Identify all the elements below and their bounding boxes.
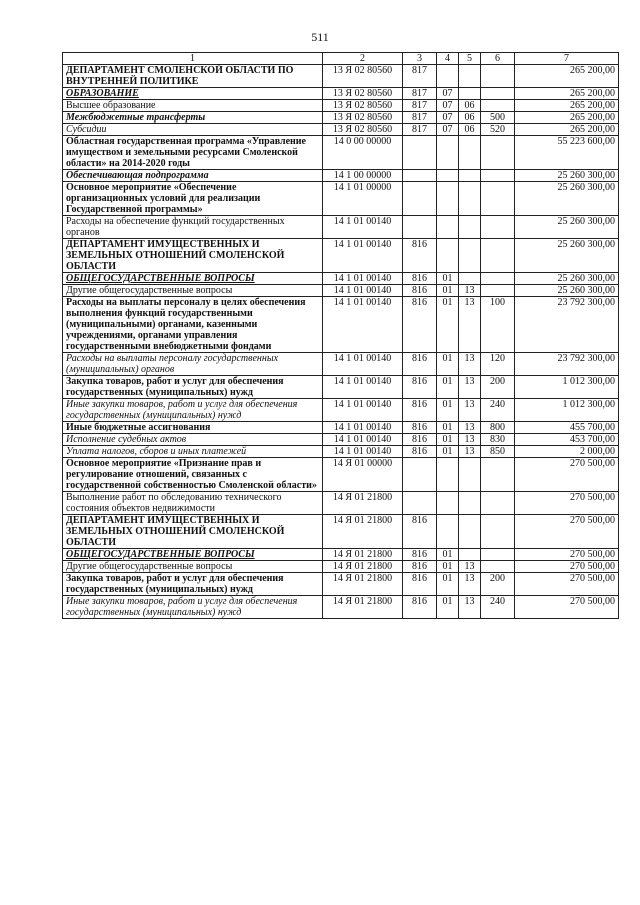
row-label: Основное мероприятие «Обеспечение организационных условий для реализации Государственной программы» — [63, 182, 323, 216]
expense-type-code — [481, 239, 515, 273]
expense-type-code: 200 — [481, 376, 515, 399]
expense-type-code — [481, 65, 515, 88]
amount: 270 500,00 — [515, 561, 619, 573]
target-article-code: 14 1 01 00140 — [323, 285, 403, 297]
target-article-code: 14 Я 01 00000 — [323, 458, 403, 492]
department-code: 816 — [403, 515, 437, 549]
department-code: 817 — [403, 112, 437, 124]
amount: 453 700,00 — [515, 434, 619, 446]
column-header: 6 — [481, 53, 515, 65]
section-code: 07 — [437, 100, 459, 112]
subsection-code — [459, 458, 481, 492]
target-article-code: 14 1 01 00000 — [323, 182, 403, 216]
table-row — [63, 549, 619, 561]
subsection-code: 13 — [459, 573, 481, 596]
section-code: 01 — [437, 376, 459, 399]
expense-type-code: 500 — [481, 112, 515, 124]
subsection-code: 13 — [459, 446, 481, 458]
table-row — [63, 112, 619, 124]
page-number: 511 — [311, 30, 329, 44]
subsection-code — [459, 492, 481, 515]
target-article-code: 14 1 01 00140 — [323, 434, 403, 446]
row-label: Основное мероприятие «Признание прав и регулирование отношений, связанных с государственной собственностью Смоленской области» — [63, 458, 323, 492]
row-label: Другие общегосударственные вопросы — [63, 285, 323, 297]
table-row — [63, 446, 619, 458]
subsection-code — [459, 170, 481, 182]
department-code: 817 — [403, 100, 437, 112]
department-code: 816 — [403, 376, 437, 399]
row-label: Другие общегосударственные вопросы — [63, 561, 323, 573]
subsection-code — [459, 549, 481, 561]
table-row — [63, 182, 619, 216]
department-code — [403, 492, 437, 515]
section-code: 01 — [437, 285, 459, 297]
section-code — [437, 216, 459, 239]
amount: 265 200,00 — [515, 100, 619, 112]
target-article-code: 14 1 01 00140 — [323, 273, 403, 285]
subsection-code: 13 — [459, 434, 481, 446]
department-code: 816 — [403, 239, 437, 273]
section-code: 01 — [437, 353, 459, 376]
department-code: 816 — [403, 353, 437, 376]
column-header: 7 — [515, 53, 619, 65]
column-header: 5 — [459, 53, 481, 65]
section-code: 01 — [437, 434, 459, 446]
target-article-code: 14 Я 01 21800 — [323, 596, 403, 619]
row-label: Обеспечивающая подпрограмма — [63, 170, 323, 182]
section-code — [437, 492, 459, 515]
table-row — [63, 353, 619, 376]
amount: 25 260 300,00 — [515, 216, 619, 239]
expense-type-code — [481, 515, 515, 549]
department-code: 816 — [403, 422, 437, 434]
target-article-code: 14 1 01 00140 — [323, 353, 403, 376]
amount: 455 700,00 — [515, 422, 619, 434]
section-code: 01 — [437, 446, 459, 458]
table-row — [63, 285, 619, 297]
department-code: 816 — [403, 573, 437, 596]
amount: 265 200,00 — [515, 124, 619, 136]
amount: 265 200,00 — [515, 65, 619, 88]
budget-table — [62, 52, 619, 619]
department-code — [403, 216, 437, 239]
table-row — [63, 88, 619, 100]
department-code: 816 — [403, 297, 437, 353]
department-code: 816 — [403, 549, 437, 561]
department-code: 816 — [403, 399, 437, 422]
row-label: Иные закупки товаров, работ и услуг для обеспечения государственных (муниципальных) нужд — [63, 596, 323, 619]
amount: 23 792 300,00 — [515, 297, 619, 353]
row-label: ОБРАЗОВАНИЕ — [63, 88, 323, 100]
department-code: 816 — [403, 596, 437, 619]
section-code — [437, 515, 459, 549]
table-row — [63, 216, 619, 239]
section-code — [437, 170, 459, 182]
subsection-code: 13 — [459, 399, 481, 422]
expense-type-code: 850 — [481, 446, 515, 458]
column-header: 1 — [63, 53, 323, 65]
section-code: 01 — [437, 422, 459, 434]
target-article-code: 14 1 01 00140 — [323, 239, 403, 273]
department-code: 816 — [403, 561, 437, 573]
section-code: 01 — [437, 561, 459, 573]
amount: 265 200,00 — [515, 112, 619, 124]
expense-type-code — [481, 549, 515, 561]
table-row — [63, 422, 619, 434]
section-code: 01 — [437, 297, 459, 353]
expense-type-code — [481, 216, 515, 239]
department-code: 817 — [403, 88, 437, 100]
target-article-code: 13 Я 02 80560 — [323, 124, 403, 136]
target-article-code: 14 1 01 00140 — [323, 446, 403, 458]
subsection-code: 06 — [459, 112, 481, 124]
target-article-code: 13 Я 02 80560 — [323, 100, 403, 112]
expense-type-code — [481, 88, 515, 100]
subsection-code: 13 — [459, 596, 481, 619]
section-code — [437, 239, 459, 273]
amount: 270 500,00 — [515, 549, 619, 561]
subsection-code: 13 — [459, 297, 481, 353]
target-article-code: 14 1 00 00000 — [323, 170, 403, 182]
table-row — [63, 239, 619, 273]
table-row — [63, 136, 619, 170]
amount: 25 260 300,00 — [515, 273, 619, 285]
row-label: Иные бюджетные ассигнования — [63, 422, 323, 434]
target-article-code: 14 1 01 00140 — [323, 399, 403, 422]
department-code: 816 — [403, 434, 437, 446]
target-article-code: 14 Я 01 21800 — [323, 561, 403, 573]
row-label: ДЕПАРТАМЕНТ СМОЛЕНСКОЙ ОБЛАСТИ ПО ВНУТРЕННЕЙ ПОЛИТИКЕ — [63, 65, 323, 88]
amount: 55 223 600,00 — [515, 136, 619, 170]
expense-type-code: 240 — [481, 596, 515, 619]
target-article-code: 14 Я 01 21800 — [323, 492, 403, 515]
table-row — [63, 399, 619, 422]
target-article-code: 14 Я 01 21800 — [323, 573, 403, 596]
target-article-code: 13 Я 02 80560 — [323, 88, 403, 100]
department-code: 816 — [403, 285, 437, 297]
section-code: 01 — [437, 273, 459, 285]
expense-type-code: 830 — [481, 434, 515, 446]
table-row — [63, 515, 619, 549]
department-code — [403, 136, 437, 170]
target-article-code: 13 Я 02 80560 — [323, 112, 403, 124]
table-row — [63, 273, 619, 285]
expense-type-code — [481, 182, 515, 216]
section-code: 07 — [437, 112, 459, 124]
row-label: ДЕПАРТАМЕНТ ИМУЩЕСТВЕННЫХ И ЗЕМЕЛЬНЫХ ОТНОШЕНИЙ СМОЛЕНСКОЙ ОБЛАСТИ — [63, 239, 323, 273]
subsection-code — [459, 88, 481, 100]
row-label: Расходы на выплаты персоналу в целях обеспечения выполнения функций государственными (муниципальными) органами, казенными учреждениями, органами управления государственными внебюджетными фондами — [63, 297, 323, 353]
amount: 270 500,00 — [515, 515, 619, 549]
target-article-code: 14 1 01 00140 — [323, 297, 403, 353]
expense-type-code — [481, 273, 515, 285]
table-row — [63, 170, 619, 182]
expense-type-code: 120 — [481, 353, 515, 376]
amount: 265 200,00 — [515, 88, 619, 100]
expense-type-code — [481, 170, 515, 182]
department-code: 816 — [403, 273, 437, 285]
table-row — [63, 100, 619, 112]
table-row — [63, 65, 619, 88]
section-code: 01 — [437, 596, 459, 619]
department-code — [403, 182, 437, 216]
section-code — [437, 182, 459, 216]
section-code: 01 — [437, 573, 459, 596]
table-row — [63, 376, 619, 399]
table-row — [63, 297, 619, 353]
section-code: 07 — [437, 88, 459, 100]
amount: 25 260 300,00 — [515, 182, 619, 216]
subsection-code — [459, 182, 481, 216]
target-article-code: 14 0 00 00000 — [323, 136, 403, 170]
expense-type-code: 200 — [481, 573, 515, 596]
amount: 2 000,00 — [515, 446, 619, 458]
table-row — [63, 596, 619, 619]
expense-type-code: 100 — [481, 297, 515, 353]
target-article-code: 13 Я 02 80560 — [323, 65, 403, 88]
column-header: 2 — [323, 53, 403, 65]
subsection-code: 13 — [459, 422, 481, 434]
expense-type-code — [481, 100, 515, 112]
department-code — [403, 458, 437, 492]
section-code: 01 — [437, 549, 459, 561]
subsection-code: 06 — [459, 124, 481, 136]
subsection-code: 13 — [459, 285, 481, 297]
expense-type-code — [481, 285, 515, 297]
amount: 270 500,00 — [515, 573, 619, 596]
row-label: Выполнение работ по обследованию технического состояния объектов недвижимости — [63, 492, 323, 515]
section-code — [437, 136, 459, 170]
target-article-code: 14 1 01 00140 — [323, 376, 403, 399]
department-code: 816 — [403, 446, 437, 458]
row-label: Субсидии — [63, 124, 323, 136]
section-code — [437, 65, 459, 88]
amount: 1 012 300,00 — [515, 399, 619, 422]
row-label: Расходы на выплаты персоналу государственных (муниципальных) органов — [63, 353, 323, 376]
subsection-code: 06 — [459, 100, 481, 112]
expense-type-code — [481, 492, 515, 515]
column-header-row — [63, 53, 619, 65]
amount: 25 260 300,00 — [515, 239, 619, 273]
section-code — [437, 458, 459, 492]
row-label: Высшее образование — [63, 100, 323, 112]
subsection-code: 13 — [459, 561, 481, 573]
table-row — [63, 492, 619, 515]
row-label: ДЕПАРТАМЕНТ ИМУЩЕСТВЕННЫХ И ЗЕМЕЛЬНЫХ ОТНОШЕНИЙ СМОЛЕНСКОЙ ОБЛАСТИ — [63, 515, 323, 549]
expense-type-code: 520 — [481, 124, 515, 136]
expense-type-code: 240 — [481, 399, 515, 422]
expense-type-code — [481, 561, 515, 573]
amount: 23 792 300,00 — [515, 353, 619, 376]
expense-type-code: 800 — [481, 422, 515, 434]
subsection-code — [459, 273, 481, 285]
amount: 25 260 300,00 — [515, 170, 619, 182]
expense-type-code — [481, 136, 515, 170]
subsection-code: 13 — [459, 376, 481, 399]
department-code — [403, 170, 437, 182]
target-article-code: 14 Я 01 21800 — [323, 549, 403, 561]
column-header: 4 — [437, 53, 459, 65]
subsection-code — [459, 216, 481, 239]
row-label: Областная государственная программа «Управление имуществом и земельными ресурсами Смоленской области» на 2014-2020 годы — [63, 136, 323, 170]
amount: 270 500,00 — [515, 596, 619, 619]
amount: 25 260 300,00 — [515, 285, 619, 297]
table-row — [63, 458, 619, 492]
target-article-code: 14 1 01 00140 — [323, 422, 403, 434]
table-row — [63, 434, 619, 446]
row-label: ОБЩЕГОСУДАРСТВЕННЫЕ ВОПРОСЫ — [63, 273, 323, 285]
table-row — [63, 561, 619, 573]
department-code: 817 — [403, 124, 437, 136]
row-label: Закупка товаров, работ и услуг для обеспечения государственных (муниципальных) нужд — [63, 376, 323, 399]
row-label: Уплата налогов, сборов и иных платежей — [63, 446, 323, 458]
section-code: 07 — [437, 124, 459, 136]
subsection-code — [459, 136, 481, 170]
subsection-code — [459, 239, 481, 273]
target-article-code: 14 1 01 00140 — [323, 216, 403, 239]
amount: 270 500,00 — [515, 492, 619, 515]
column-header: 3 — [403, 53, 437, 65]
table-row — [63, 573, 619, 596]
subsection-code: 13 — [459, 353, 481, 376]
section-code: 01 — [437, 399, 459, 422]
department-code: 817 — [403, 65, 437, 88]
row-label: Иные закупки товаров, работ и услуг для обеспечения государственных (муниципальных) нужд — [63, 399, 323, 422]
row-label: ОБЩЕГОСУДАРСТВЕННЫЕ ВОПРОСЫ — [63, 549, 323, 561]
target-article-code: 14 Я 01 21800 — [323, 515, 403, 549]
row-label: Закупка товаров, работ и услуг для обеспечения государственных (муниципальных) нужд — [63, 573, 323, 596]
amount: 1 012 300,00 — [515, 376, 619, 399]
row-label: Межбюджетные трансферты — [63, 112, 323, 124]
amount: 270 500,00 — [515, 458, 619, 492]
subsection-code — [459, 65, 481, 88]
table-row — [63, 124, 619, 136]
row-label: Исполнение судебных актов — [63, 434, 323, 446]
subsection-code — [459, 515, 481, 549]
expense-type-code — [481, 458, 515, 492]
row-label: Расходы на обеспечение функций государственных органов — [63, 216, 323, 239]
